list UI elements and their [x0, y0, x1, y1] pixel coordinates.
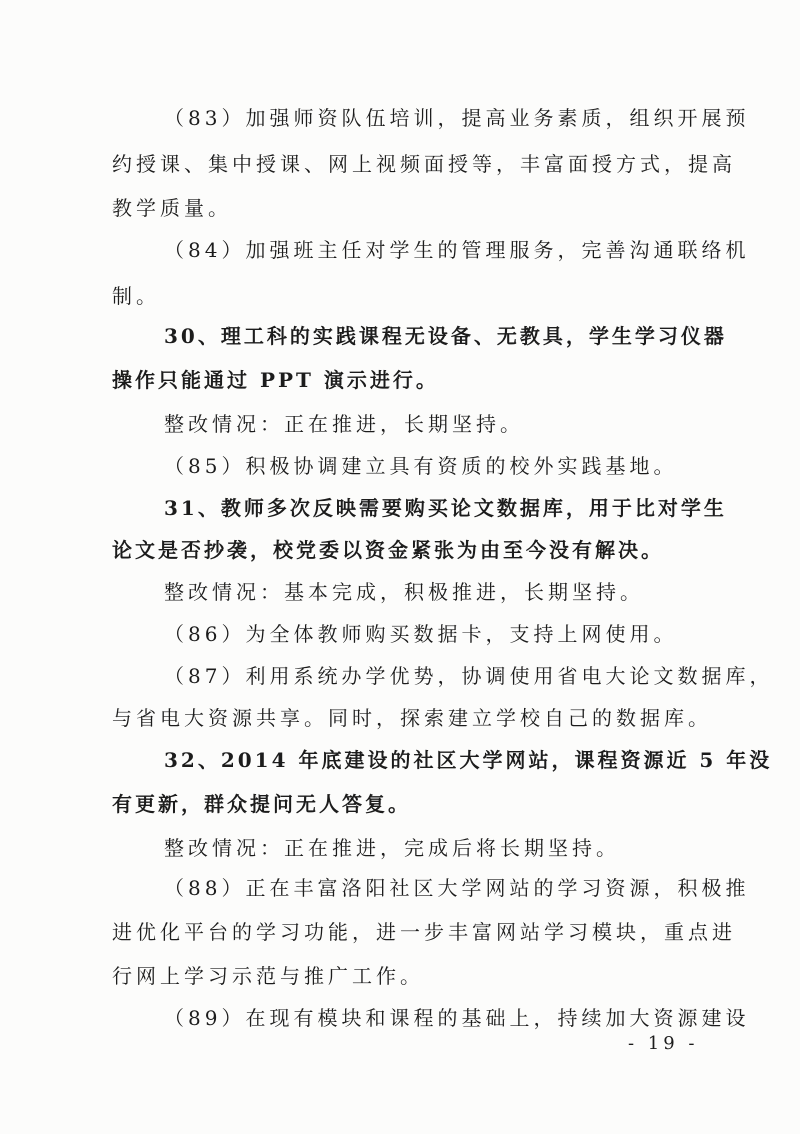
issue-30-status: 整改情况：正在推进，长期坚持。: [164, 412, 524, 436]
paragraph-89-line-1: （89）在现有模块和课程的基础上，持续加大资源建设: [164, 1006, 750, 1030]
issue-31-status: 整改情况：基本完成，积极推进，长期坚持。: [164, 580, 644, 604]
paragraph-85: （85）积极协调建立具有资质的校外实践基地。: [164, 454, 678, 478]
paragraph-88-line-2: 进优化平台的学习功能，进一步丰富网站学习模块，重点进: [112, 920, 736, 944]
paragraph-84-line-1: （84）加强班主任对学生的管理服务，完善沟通联络机: [164, 238, 750, 262]
issue-31-heading-line-1: 31、教师多次反映需要购买论文数据库，用于比对学生: [164, 496, 727, 520]
paragraph-87-line-1: （87）利用系统办学优势，协调使用省电大论文数据库，: [164, 664, 774, 688]
paragraph-84-line-2: 制。: [112, 284, 160, 308]
issue-32-status: 整改情况：正在推进，完成后将长期坚持。: [164, 836, 620, 860]
paragraph-88-line-3: 行网上学习示范与推广工作。: [112, 964, 424, 988]
paragraph-88-line-1: （88）正在丰富洛阳社区大学网站的学习资源，积极推: [164, 876, 750, 900]
paragraph-83-line-3: 教学质量。: [112, 196, 232, 220]
issue-30-heading-line-1: 30、理工科的实践课程无设备、无教具，学生学习仪器: [164, 324, 727, 348]
issue-32-heading-line-1: 32、2014 年底建设的社区大学网站，课程资源近 5 年没: [164, 748, 773, 772]
issue-31-heading-line-2: 论文是否抄袭，校党委以资金紧张为由至今没有解决。: [112, 538, 664, 562]
page-number: - 19 -: [628, 1033, 699, 1054]
issue-30-heading-line-2: 操作只能通过 PPT 演示进行。: [112, 368, 439, 392]
paragraph-83-line-2: 约授课、集中授课、网上视频面授等，丰富面授方式，提高: [112, 152, 736, 176]
paragraph-86: （86）为全体教师购买数据卡，支持上网使用。: [164, 622, 678, 646]
issue-32-heading-line-2: 有更新，群众提问无人答复。: [112, 792, 411, 816]
paragraph-87-line-2: 与省电大资源共享。同时，探索建立学校自己的数据库。: [112, 706, 712, 730]
paragraph-83-line-1: （83）加强师资队伍培训，提高业务素质，组织开展预: [164, 106, 750, 130]
